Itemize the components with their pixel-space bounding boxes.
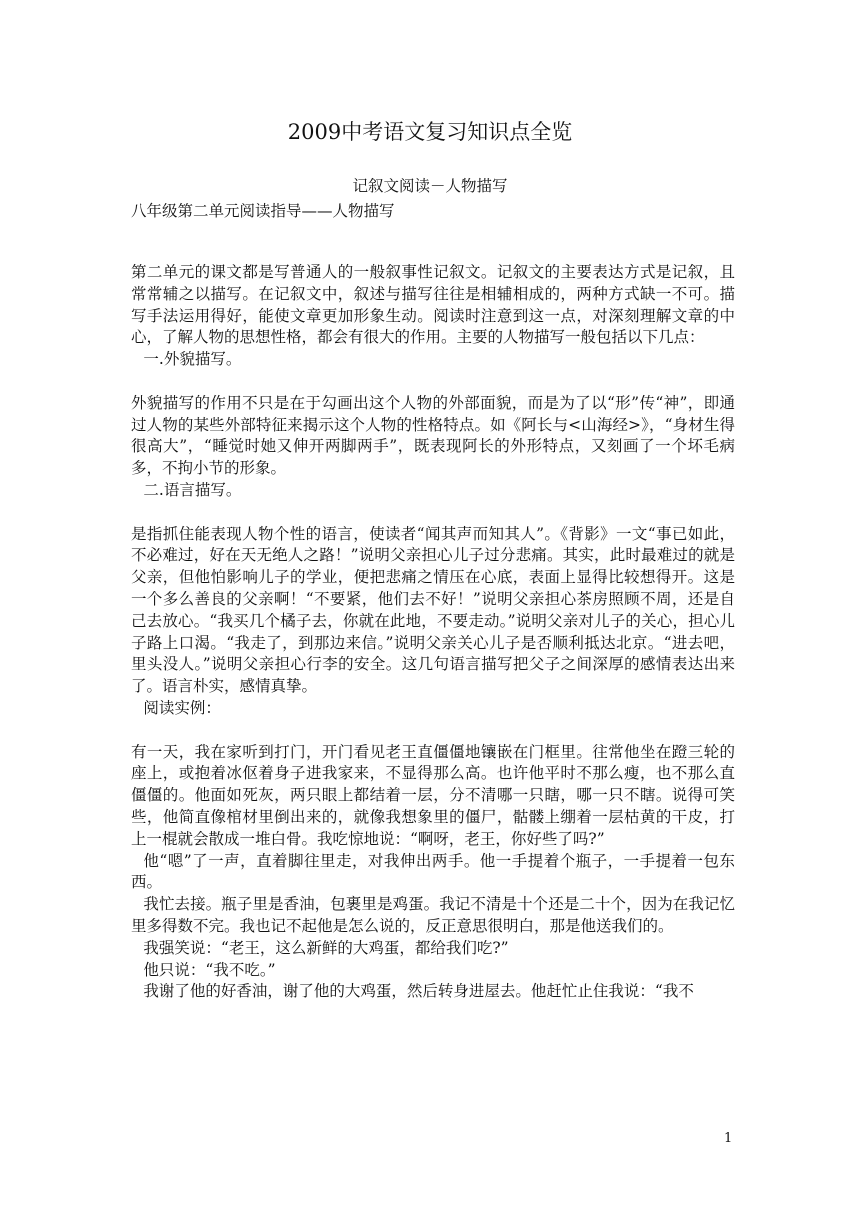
paragraph: 他只说：“我不吃。”: [143, 960, 276, 979]
document-title: 2009中考语文复习知识点全览: [287, 120, 573, 144]
paragraph: 二.语言描写。: [143, 480, 242, 499]
paragraph: 第二单元的课文都是写普通人的一般叙事性记叙文。记叙文的主要表达方式是记叙，且常常辅之以描写。在记叙文中，叙述与描写往往是相辅相成的，两种方式缺一不可。描写手法运用得好，能使文章更加形象生动。阅读时注意到这一点，对深刻理解文章的中心，了解人物的思想性格，都会有很大的作用。主要的人物描写一般包括以下几点：: [131, 263, 735, 347]
document-body: [131, 262, 735, 1003]
paragraph: 一.外貌描写。: [143, 350, 242, 369]
paragraph: 外貌描写的作用不只是在于勾画出这个人物的外部面貌，而是为了以“形”传“神”，即通过人物的某些外部特征来揭示这个人物的性格特点。如《阿长与<山海经>》，“身材生得很高大”，“睡觉时她又伸开两脚两手”，既表现阿长的外形特点，又刻画了一个坏毛病多，不拘小节的形象。: [131, 393, 735, 478]
paragraph: 我忙去接。瓶子里是香油，包裹里是鸡蛋。我记不清是十个还是二十个，因为在我记忆里多得数不完。我也记不起他是怎么说的，反正意思很明白，那是他送我们的。: [131, 895, 735, 935]
paragraph: 有一天，我在家听到打门，开门看见老王直僵僵地镶嵌在门框里。往常他坐在蹬三轮的座上，或抱着冰伛着身子进我家来，不显得那么高。也许他平时不那么瘦，也不那么直僵僵的。他面如死灰，两只眼上都结着一层，分不清哪一只瞎，哪一只不瞎。说得可笑些，他简直像棺材里倒出来的，就像我想象里的僵尸，骷髅上绷着一层枯黄的干皮，打上一棍就会散成一堆白骨。我吃惊地说：“啊呀，老王，你好些了吗?”: [131, 742, 735, 848]
paragraph: 我强笑说：“老王，这么新鲜的大鸡蛋，都给我们吃?”: [143, 938, 509, 957]
paragraph: 他“嗯”了一声，直着脚往里走，对我伸出两手。他一手提着个瓶子，一手提着一包东西。: [131, 851, 735, 892]
page-number: 1: [724, 1131, 733, 1146]
section-heading: 八年级第二单元阅读指导——人物描写: [131, 202, 395, 220]
paragraph: 我谢了他的好香油，谢了他的大鸡蛋，然后转身进屋去。他赶忙止住我说：“我不: [143, 982, 694, 1001]
paragraph: 是指抓住能表现人物个性的语言，使读者“闻其声而知其人”。《背影》一文“事已如此，不必难过，好在天无绝人之路！”说明父亲担心儿子过分悲痛。其实，此时最难过的就是父亲，但他怕影响儿子的学业，便把悲痛之情压在心底，表面上显得比较想得开。这是一个多么善良的父亲啊！“不要紧，他们去不好！”说明父亲担心茶房照顾不周，还是自己去放心。“我买几个橘子去，你就在此地，不要走动。”说明父亲对儿子的关心，担心儿子路上口渴。“我走了，到那边来信。”说明父亲关心儿子是否顺利抵达北京。“进去吧，里头没人。”说明父亲担心行李的安全。这几句语言描写把父子之间深厚的感情表达出来了。语言朴实，感情真挚。: [131, 524, 735, 696]
document-subtitle: 记叙文阅读－人物描写: [352, 177, 508, 195]
paragraph: 阅读实例：: [143, 698, 221, 717]
